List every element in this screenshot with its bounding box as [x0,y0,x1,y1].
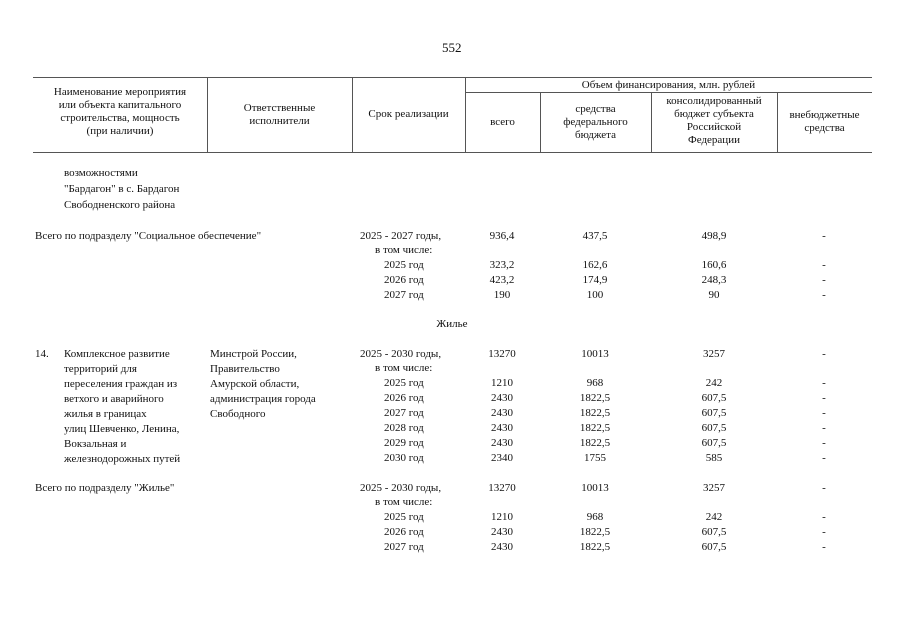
item-responsible-line: Амурской области, [210,378,300,390]
table-row-year: 2026 год [384,274,424,286]
table-row-federal: 1822,5 [579,526,611,538]
housing-total-label: Всего по подразделу "Жилье" [35,482,175,494]
table-row-total: 1210 [491,377,513,389]
item-name-line: территорий для [64,363,137,375]
table-row-offbudget: - [822,259,826,271]
social-total-label: Всего по подразделу "Социальное обеспечение" [35,230,262,242]
table-row-regional: 160,6 [701,259,727,271]
table-row-federal: 968 [586,511,604,523]
table-row-total: 190 [493,289,511,301]
table-row-total: 2430 [491,392,513,404]
header-funding-group: Объем финансирования, млн. рублей [581,79,756,91]
table-row-total: 2430 [491,422,513,434]
table-row-total: 323,2 [489,259,515,271]
item-regional: 3257 [703,348,725,360]
table-row-offbudget: - [822,274,826,286]
housing-total-regional: 3257 [703,482,725,494]
item-responsible-line: администрация города [210,393,316,405]
table-row-offbudget: - [822,289,826,301]
table-row-regional: 242 [705,377,723,389]
social-total-offbudget: - [822,230,826,242]
item-name-line: улиц Шевченко, Ленина, [64,423,180,435]
continued-text-line: "Бардагон" в с. Бардагон [64,183,180,195]
table-row-year: 2025 год [384,511,424,523]
table-row-total: 2430 [491,437,513,449]
table-row-offbudget: - [822,392,826,404]
header-funding-rule [465,92,872,93]
table-row-regional: 607,5 [701,526,727,538]
table-row-total: 1210 [491,511,513,523]
table-row-total: 2340 [491,452,513,464]
continued-text-line: Свободненского района [64,199,176,211]
table-row-offbudget: - [822,511,826,523]
table-row-offbudget: - [822,377,826,389]
table-row-year: 2030 год [384,452,424,464]
item-responsible-line: Правительство [210,363,280,375]
item-term: 2025 - 2030 годы, [360,348,442,360]
item-responsible-line: Свободного [210,408,266,420]
table-row-offbudget: - [822,422,826,434]
table-row-regional: 607,5 [701,422,727,434]
header-regional-column: консолидированный бюджет субъекта Российской Федерации [666,95,762,146]
item-term-incl: в том числе: [375,362,433,374]
section-title: Жилье [436,318,468,330]
item-number: 14. [35,348,49,360]
item-name-line: ветхого и аварийного [64,393,164,405]
item-responsible-line: Минстрой России, [210,348,297,360]
table-row-regional: 90 [708,289,720,301]
table-row-federal: 1755 [584,452,606,464]
social-total-incl: в том числе: [375,244,433,256]
table-row-federal: 968 [586,377,604,389]
table-row-federal: 1822,5 [579,392,611,404]
table-row-total: 2430 [491,407,513,419]
table-row-year: 2028 год [384,422,424,434]
header-federal-column: средства федерального бюджета [563,103,628,141]
table-row-regional: 607,5 [701,437,727,449]
social-total-sum: 936,4 [489,230,515,242]
table-row-offbudget: - [822,452,826,464]
social-total-federal: 437,5 [582,230,608,242]
table-row-year: 2025 год [384,259,424,271]
table-row-regional: 242 [705,511,723,523]
header-responsible-column: Ответственные исполнители [243,102,316,127]
page-number: 552 [442,40,462,55]
item-total: 13270 [488,348,516,360]
table-row-year: 2029 год [384,437,424,449]
header-total-column: всего [490,116,515,128]
table-row-regional: 607,5 [701,541,727,553]
social-total-term: 2025 - 2027 годы, [360,230,442,242]
table-row-year: 2027 год [384,289,424,301]
table-row-year: 2027 год [384,407,424,419]
table-row-year: 2026 год [384,526,424,538]
housing-total-incl: в том числе: [375,496,433,508]
table-row-total: 2430 [491,541,513,553]
table-row-federal: 1822,5 [579,541,611,553]
social-total-regional: 498,9 [701,230,727,242]
header-term-column: Срок реализации [368,108,449,120]
table-row-federal: 100 [586,289,604,301]
table-row-regional: 607,5 [701,392,727,404]
header-name-column: Наименование мероприятия или объекта капитального строительства, мощность (при наличии) [53,86,187,137]
housing-total-sum: 13270 [488,482,516,494]
table-row-total: 2430 [491,526,513,538]
header-top-rule [33,77,872,78]
item-name-line: переселения граждан из [64,378,178,390]
header-offbudget-column: внебюджетные средства [789,109,860,134]
table-row-year: 2027 год [384,541,424,553]
continued-text-line: возможностями [64,167,138,179]
item-name-line: железнодорожных путей [64,453,181,465]
table-row-federal: 162,6 [582,259,608,271]
table-row-federal: 174,9 [582,274,608,286]
table-row-regional: 248,3 [701,274,727,286]
table-row-federal: 1822,5 [579,437,611,449]
item-name-line: Вокзальная и [64,438,127,450]
item-name-line: Комплексное развитие [64,348,170,360]
item-name-line: жилья в границах [64,408,147,420]
housing-total-federal: 10013 [581,482,609,494]
item-federal: 10013 [581,348,609,360]
table-row-regional: 607,5 [701,407,727,419]
table-row-year: 2026 год [384,392,424,404]
table-row-federal: 1822,5 [579,422,611,434]
table-row-federal: 1822,5 [579,407,611,419]
table-row-offbudget: - [822,526,826,538]
table-row-regional: 585 [705,452,723,464]
table-row-offbudget: - [822,407,826,419]
housing-total-offbudget: - [822,482,826,494]
header-bottom-rule [33,152,872,153]
table-row-year: 2025 год [384,377,424,389]
housing-total-term: 2025 - 2030 годы, [360,482,442,494]
table-row-offbudget: - [822,541,826,553]
table-row-offbudget: - [822,437,826,449]
table-row-total: 423,2 [489,274,515,286]
item-offbudget: - [822,348,826,360]
